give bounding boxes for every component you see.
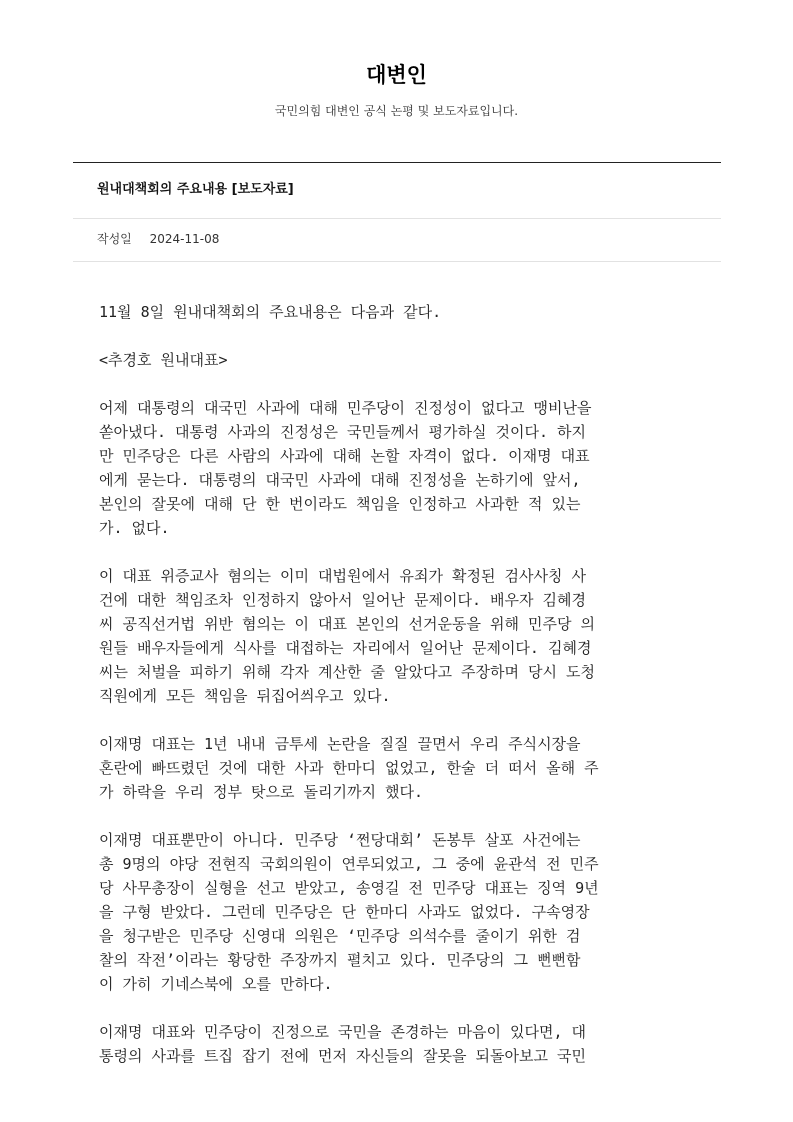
body-paragraph <box>99 300 696 324</box>
post-body <box>99 300 696 1092</box>
body-line: 씨는 처벌을 피하기 위해 각자 계산한 줄 알았다고 주장하며 당시 도청 <box>99 663 596 681</box>
body-line: 을 청구받은 민주당 신영대 의원은 ‘민주당 의석수를 줄이기 위한 검 <box>99 927 581 945</box>
body-line: 이 가히 기네스북에 오를 만하다. <box>99 975 333 993</box>
body-line: 통령의 사과를 트집 잡기 전에 먼저 자신들의 잘못을 되돌아보고 국민 <box>99 1047 586 1065</box>
body-line: 총 9명의 야당 전현직 국회의원이 연루되었고, 그 중에 윤관석 전 민주 <box>99 855 599 873</box>
body-line: 을 구형 받았다. 그런데 민주당은 단 한마디 사과도 없었다. 구속영장 <box>99 903 590 921</box>
site-subtitle: 국민의힘 대변인 공식 논평 및 보도자료입니다. <box>274 104 519 118</box>
body-line: 이재명 대표뿐만이 아니다. 민주당 ‘쩐당대회’ 돈봉투 살포 사건에는 <box>99 831 581 849</box>
body-line: 이 대표 위증교사 혐의는 이미 대법원에서 유죄가 확정된 검사사칭 사 <box>99 567 586 585</box>
body-line: 찰의 작전’이라는 황당한 주장까지 펼치고 있다. 민주당의 그 뻔뻔함 <box>99 951 581 969</box>
post-meta <box>97 230 219 248</box>
body-line: 본인의 잘못에 대해 단 한 번이라도 책임을 인정하고 사과한 적 있는 <box>99 495 581 513</box>
body-line: <추경호 원내대표> <box>99 351 228 369</box>
body-line: 이재명 대표는 1년 내내 금투세 논란을 질질 끌면서 우리 주식시장을 <box>99 735 581 753</box>
date-label: 작성일 <box>97 232 132 246</box>
body-line: 가. 없다. <box>99 519 170 537</box>
body-line: 가 하락을 우리 정부 탓으로 돌리기까지 했다. <box>99 783 424 801</box>
body-line: 쏟아냈다. 대통령 사과의 진정성은 국민들께서 평가하실 것이다. 하지 <box>99 423 586 441</box>
body-line: 건에 대한 책임조차 인정하지 않아서 일어난 문제이다. 배우자 김혜경 <box>99 591 586 609</box>
body-line: 에게 묻는다. 대통령의 대국민 사과에 대해 진정성을 논하기에 앞서, <box>99 471 581 489</box>
body-paragraph <box>99 732 696 804</box>
body-line: 원들 배우자들에게 식사를 대접하는 자리에서 일어난 문제이다. 김혜경 <box>99 639 592 657</box>
body-line: 어제 대통령의 대국민 사과에 대해 민주당이 진정성이 없다고 맹비난을 <box>99 399 592 417</box>
body-line: 당 사무총장이 실형을 선고 받았고, 송영길 전 민주당 대표는 징역 9년 <box>99 879 599 897</box>
body-line: 만 민주당은 다른 사람의 사과에 대해 논할 자격이 없다. 이재명 대표 <box>99 447 590 465</box>
body-paragraph <box>99 564 696 708</box>
site-title: 대변인 <box>366 63 427 87</box>
post-date: 2024-11-08 <box>149 232 220 246</box>
body-line: 혼란에 빠뜨렸던 것에 대한 사과 한마디 없었고, 한술 더 떠서 올해 주 <box>99 759 599 777</box>
body-paragraph <box>99 348 696 372</box>
body-paragraph <box>99 828 696 996</box>
body-paragraph <box>99 396 696 540</box>
header-divider <box>73 162 721 163</box>
post-title: 원내대책회의 주요내용 [보도자료] <box>97 182 294 197</box>
title-divider <box>73 218 721 219</box>
meta-divider <box>73 261 721 262</box>
body-line: 씨 공직선거법 위반 혐의는 이 대표 본인의 선거운동을 위해 민주당 의 <box>99 615 596 633</box>
body-line: 이재명 대표와 민주당이 진정으로 국민을 존경하는 마음이 있다면, 대 <box>99 1023 586 1041</box>
body-line: 11월 8일 원내대책회의 주요내용은 다음과 같다. <box>99 303 442 321</box>
body-paragraph <box>99 1020 696 1068</box>
body-line: 직원에게 모든 책임을 뒤집어씌우고 있다. <box>99 687 391 705</box>
